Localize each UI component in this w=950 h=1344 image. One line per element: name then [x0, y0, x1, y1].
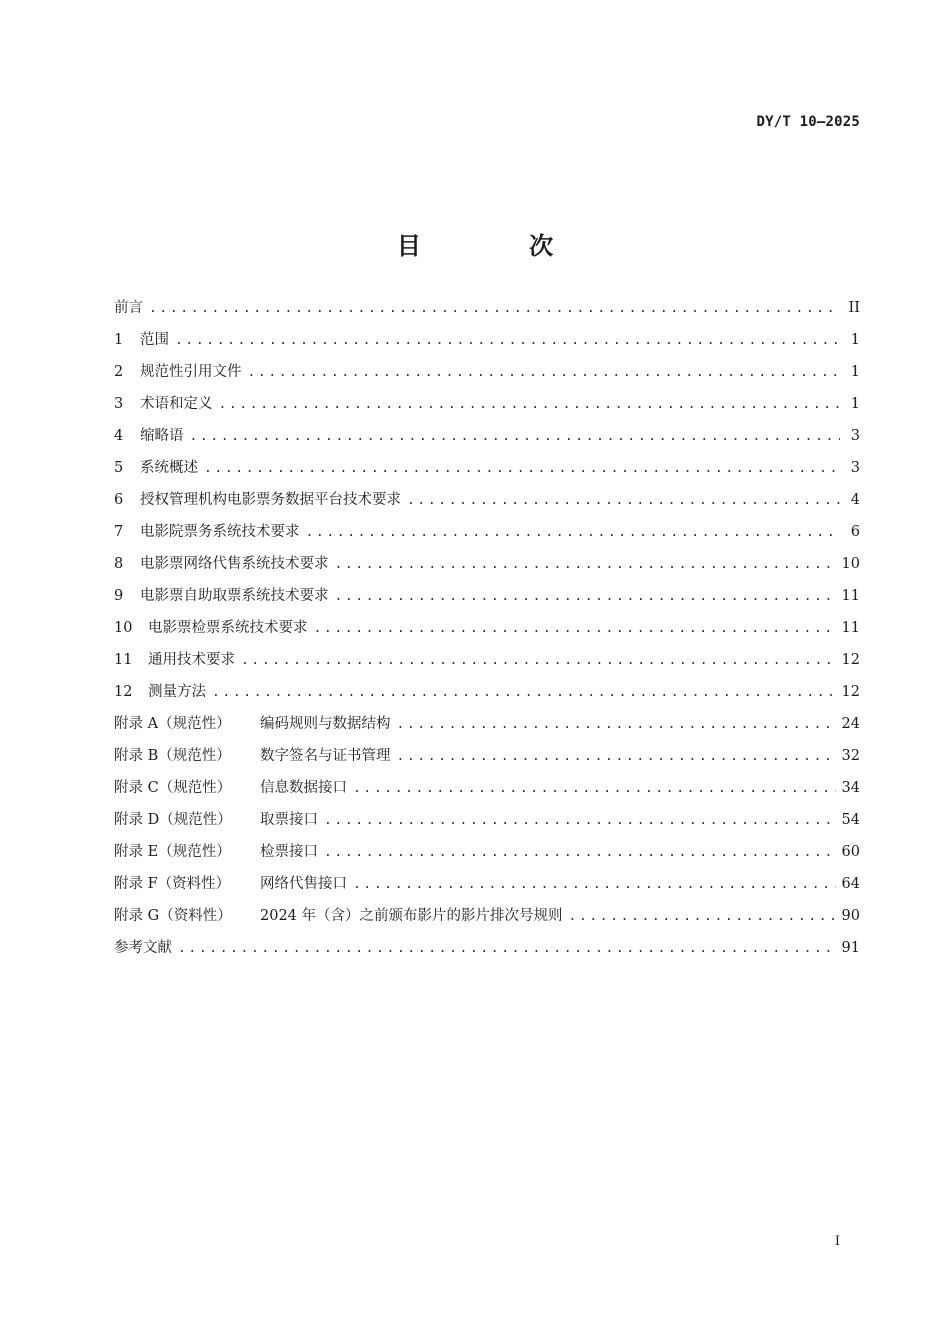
toc-entry-label: 编码规则与数据结构 — [260, 716, 391, 732]
toc-leader-dots — [219, 389, 841, 421]
toc-leader-dots — [407, 485, 840, 517]
toc-leader-dots — [353, 773, 836, 805]
toc-entry-page: 3 — [850, 428, 860, 444]
toc-entry-number: 12 — [114, 684, 133, 700]
toc-entry-number: 11 — [114, 652, 133, 668]
toc-entry-appendix-e[interactable] — [114, 836, 860, 868]
toc-leader-dots — [149, 293, 840, 325]
toc-leader-dots — [241, 645, 836, 677]
toc-entry-page: 11 — [841, 620, 860, 636]
toc-entry-label: 授权管理机构电影票务数据平台技术要求 — [140, 492, 401, 508]
toc-entry-page: II — [848, 300, 860, 316]
toc-entry-2[interactable] — [114, 356, 860, 388]
toc-entry-appendix-c[interactable] — [114, 772, 860, 804]
toc-entry-number: 6 — [114, 492, 124, 508]
standard-code: DY/T 10—2025 — [756, 114, 860, 130]
toc-entry-number: 附录 D（规范性） — [114, 812, 232, 828]
toc-entry-5[interactable] — [114, 452, 860, 484]
toc-entry-10[interactable] — [114, 612, 860, 644]
toc-entry-4[interactable] — [114, 420, 860, 452]
toc-entry-number: 1 — [114, 332, 124, 348]
toc-entry-appendix-a[interactable] — [114, 708, 860, 740]
toc-entry-page: 1 — [850, 364, 860, 380]
table-of-contents — [114, 292, 860, 964]
toc-entry-page: 12 — [841, 684, 860, 700]
toc-entry-number: 附录 C（规范性） — [114, 780, 232, 796]
toc-entry-9[interactable] — [114, 580, 860, 612]
toc-leader-dots — [248, 357, 841, 389]
toc-entry-appendix-b[interactable] — [114, 740, 860, 772]
toc-entry-label: 缩略语 — [140, 428, 184, 444]
toc-entry-label: 网络代售接口 — [260, 876, 347, 892]
toc-leader-dots — [178, 933, 836, 965]
toc-leader-dots — [335, 581, 836, 613]
toc-entry-page: 90 — [841, 908, 860, 924]
toc-leader-dots — [397, 741, 836, 773]
toc-entry-label: 规范性引用文件 — [140, 364, 242, 380]
toc-entry-page: 91 — [841, 940, 860, 956]
toc-entry-page: 4 — [850, 492, 860, 508]
toc-entry-number: 2 — [114, 364, 124, 380]
toc-leader-dots — [306, 517, 841, 549]
toc-entry-label: 测量方法 — [148, 684, 206, 700]
toc-entry-label: 电影票检票系统技术要求 — [148, 620, 308, 636]
toc-entry-label: 通用技术要求 — [148, 652, 235, 668]
toc-entry-label: 信息数据接口 — [260, 780, 347, 796]
toc-entry-page: 11 — [841, 588, 860, 604]
toc-entry-label: 数字签名与证书管理 — [260, 748, 391, 764]
toc-entry-number: 5 — [114, 460, 124, 476]
toc-entry-number: 附录 E（规范性） — [114, 844, 231, 860]
page-title: 目 次 — [396, 232, 604, 260]
toc-entry-6[interactable] — [114, 484, 860, 516]
toc-entry-label: 电影院票务系统技术要求 — [140, 524, 300, 540]
toc-entry-1[interactable] — [114, 324, 860, 356]
toc-entry-number: 10 — [114, 620, 133, 636]
toc-entry-foreword[interactable] — [114, 292, 860, 324]
toc-entry-label: 前言 — [114, 300, 143, 316]
toc-entry-page: 1 — [850, 332, 860, 348]
toc-entry-page: 3 — [850, 460, 860, 476]
toc-entry-page: 54 — [841, 812, 860, 828]
toc-leader-dots — [397, 709, 836, 741]
toc-entry-appendix-g[interactable] — [114, 900, 860, 932]
toc-leader-dots — [335, 549, 836, 581]
toc-entry-label: 参考文献 — [114, 940, 172, 956]
toc-entry-page: 32 — [841, 748, 860, 764]
toc-leader-dots — [353, 869, 836, 901]
toc-entry-label: 系统概述 — [140, 460, 198, 476]
toc-leader-dots — [204, 453, 840, 485]
toc-entry-page: 34 — [841, 780, 860, 796]
toc-leader-dots — [324, 837, 836, 869]
toc-entry-page: 1 — [850, 396, 860, 412]
toc-entry-number: 附录 F（资料性） — [114, 876, 231, 892]
toc-entry-label: 检票接口 — [260, 844, 318, 860]
toc-entry-label: 术语和定义 — [140, 396, 213, 412]
toc-entry-label: 范围 — [140, 332, 169, 348]
toc-entry-appendix-d[interactable] — [114, 804, 860, 836]
toc-leader-dots — [190, 421, 841, 453]
toc-entry-11[interactable] — [114, 644, 860, 676]
toc-entry-bibliography[interactable] — [114, 932, 860, 964]
toc-leader-dots — [324, 805, 836, 837]
toc-entry-page: 10 — [841, 556, 860, 572]
toc-entry-number: 附录 B（规范性） — [114, 748, 231, 764]
toc-leader-dots — [314, 613, 836, 645]
toc-entry-number: 7 — [114, 524, 124, 540]
toc-entry-number: 8 — [114, 556, 124, 572]
toc-entry-7[interactable] — [114, 516, 860, 548]
toc-leader-dots — [569, 901, 836, 933]
toc-entry-label: 2024 年（含）之前颁布影片的影片排次号规则 — [260, 908, 563, 924]
toc-entry-12[interactable] — [114, 676, 860, 708]
toc-entry-3[interactable] — [114, 388, 860, 420]
toc-entry-number: 附录 G（资料性） — [114, 908, 232, 924]
toc-entry-8[interactable] — [114, 548, 860, 580]
toc-entry-number: 3 — [114, 396, 124, 412]
toc-entry-page: 64 — [841, 876, 860, 892]
toc-entry-label: 取票接口 — [260, 812, 318, 828]
toc-leader-dots — [212, 677, 836, 709]
toc-entry-page: 6 — [850, 524, 860, 540]
page-number: I — [834, 1234, 840, 1249]
toc-entry-page: 60 — [841, 844, 860, 860]
toc-entry-page: 12 — [841, 652, 860, 668]
toc-entry-page: 24 — [841, 716, 860, 732]
toc-entry-label: 电影票自助取票系统技术要求 — [140, 588, 329, 604]
toc-entry-number: 4 — [114, 428, 124, 444]
toc-entry-number: 9 — [114, 588, 124, 604]
toc-entry-appendix-f[interactable] — [114, 868, 860, 900]
toc-entry-number: 附录 A（规范性） — [114, 716, 231, 732]
toc-leader-dots — [175, 325, 840, 357]
toc-entry-label: 电影票网络代售系统技术要求 — [140, 556, 329, 572]
